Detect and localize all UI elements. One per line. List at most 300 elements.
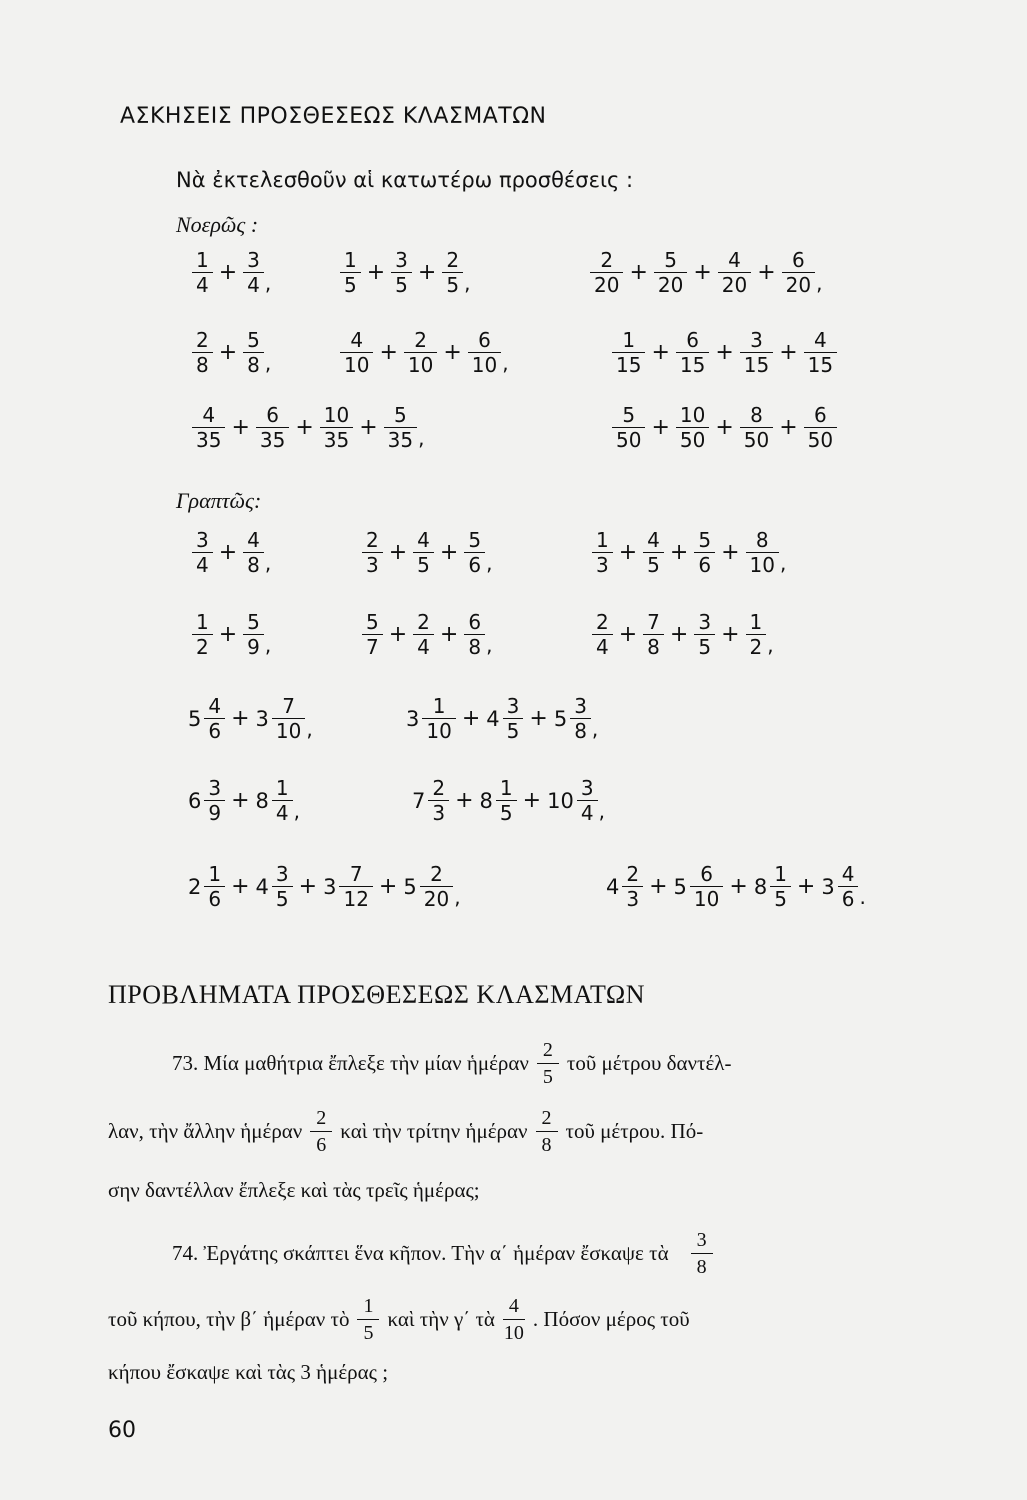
fraction-numerator: 3 xyxy=(580,776,594,800)
fraction xyxy=(692,864,721,909)
p73-text-d: καὶ τὴν τρίτην ἡμέραν xyxy=(340,1119,528,1143)
punctuation: , xyxy=(502,350,509,375)
fraction xyxy=(470,330,499,375)
problem-73-line1 xyxy=(172,1040,731,1087)
fraction-sum xyxy=(192,250,271,295)
fraction xyxy=(258,405,287,450)
plus-sign: + xyxy=(388,622,408,647)
fraction-numerator: 1 xyxy=(774,862,787,886)
fraction xyxy=(341,864,370,909)
fraction-sum xyxy=(592,612,774,657)
fraction-denominator: 5 xyxy=(442,272,463,295)
fraction-numerator: 4 xyxy=(208,694,222,718)
plus-sign: + xyxy=(388,540,408,565)
fraction-sum xyxy=(192,612,271,657)
p74-text-a: 74. Ἐργάτης σκάπτει ἕνα κῆπον. Τὴν α΄ ἡμέραν ἔσκαψε τὰ xyxy=(172,1241,669,1265)
plus-sign: + xyxy=(693,260,712,285)
exercises-title: ΑΣΚΗΣΕΙΣ ΠΡΟΣΘΕΣΕΩΣ ΚΛΑΣΜΑΤΩΝ xyxy=(120,104,547,129)
fraction-denominator: 9 xyxy=(243,634,264,657)
fraction-denominator: 6 xyxy=(464,552,485,575)
whole-part: 3 xyxy=(323,874,337,899)
fraction-numerator: 1 xyxy=(344,248,357,272)
fraction-denominator: 4 xyxy=(577,800,598,823)
plus-sign: + xyxy=(461,706,481,731)
fraction-denominator: 3 xyxy=(428,800,449,823)
plus-sign: + xyxy=(721,540,740,565)
plus-sign: + xyxy=(366,260,386,285)
punctuation: , xyxy=(598,798,605,823)
fraction-sum xyxy=(192,330,271,375)
fraction xyxy=(245,612,262,657)
fraction-sum xyxy=(188,864,461,909)
punctuation: , xyxy=(264,270,272,295)
fraction-numerator: 2 xyxy=(600,248,614,272)
fraction xyxy=(536,1108,558,1155)
plus-sign: + xyxy=(618,622,638,647)
fraction-sum xyxy=(188,696,313,741)
plus-sign: + xyxy=(669,540,689,565)
plus-sign: + xyxy=(231,874,250,899)
fraction xyxy=(572,696,589,741)
fraction-sum xyxy=(340,330,509,375)
plus-sign: + xyxy=(231,788,250,813)
whole-part: 4 xyxy=(255,874,269,899)
fraction xyxy=(748,530,777,575)
plus-sign: + xyxy=(455,788,474,813)
fraction-sum xyxy=(362,530,492,575)
fraction xyxy=(206,778,223,823)
fraction-numerator: 5 xyxy=(366,610,379,634)
plus-sign: + xyxy=(715,415,734,440)
problem-74-line2 xyxy=(108,1296,690,1343)
fraction-denominator: 6 xyxy=(694,552,715,575)
whole-part: 8 xyxy=(255,788,269,813)
fraction-sum xyxy=(188,778,300,823)
fraction xyxy=(274,696,303,741)
fraction-denominator: 5 xyxy=(391,272,412,295)
fraction-denominator: 10 xyxy=(503,1319,525,1343)
fraction xyxy=(579,778,596,823)
fraction-numerator: 10 xyxy=(679,403,706,427)
fraction-numerator: 6 xyxy=(478,328,491,352)
fraction xyxy=(806,330,835,375)
plus-sign: + xyxy=(218,540,238,565)
fraction-numerator: 5 xyxy=(247,328,260,352)
fraction-denominator: 6 xyxy=(838,886,859,909)
fraction xyxy=(206,864,223,909)
fraction xyxy=(206,696,223,741)
fraction-numerator: 4 xyxy=(247,528,260,552)
punctuation: , xyxy=(264,632,272,657)
fraction-numerator: 2 xyxy=(596,610,609,634)
fraction xyxy=(194,530,211,575)
fraction xyxy=(310,1108,332,1155)
plus-sign: + xyxy=(629,260,648,285)
fraction-numerator: 10 xyxy=(323,403,350,427)
fraction-denominator: 50 xyxy=(676,427,709,450)
fraction-numerator: 5 xyxy=(394,403,407,427)
fraction-sum xyxy=(192,405,424,450)
instruction-text: Νὰ ἐκτελεσθοῦν αἱ κατωτέρω προσθέσεις : xyxy=(176,168,634,192)
fraction-denominator: 50 xyxy=(804,427,837,450)
fraction-denominator: 4 xyxy=(192,552,213,575)
fraction-sum xyxy=(406,696,598,741)
fraction-denominator: 50 xyxy=(740,427,773,450)
fraction-numerator: 2 xyxy=(446,248,460,272)
fraction xyxy=(386,405,415,450)
fraction-numerator: 2 xyxy=(316,1107,327,1129)
fraction-denominator: 20 xyxy=(420,886,453,909)
fraction-numerator: 5 xyxy=(664,248,677,272)
whole-part: 6 xyxy=(188,788,202,813)
fraction xyxy=(194,612,211,657)
fraction xyxy=(430,778,447,823)
fraction xyxy=(274,864,291,909)
fraction-numerator: 1 xyxy=(196,248,209,272)
fraction xyxy=(503,1296,525,1343)
fraction-numerator: 4 xyxy=(508,1295,519,1317)
fraction-denominator: 6 xyxy=(204,886,225,909)
fraction-numerator: 1 xyxy=(208,862,222,886)
fraction-numerator: 2 xyxy=(366,528,379,552)
fraction-denominator: 8 xyxy=(643,634,664,657)
fraction xyxy=(393,250,410,295)
fraction-denominator: 5 xyxy=(357,1319,379,1343)
p74-text-d: . Πόσον μέρος τοῦ xyxy=(532,1307,690,1331)
page-number: 60 xyxy=(108,1418,136,1443)
fraction xyxy=(406,330,435,375)
fraction-denominator: 8 xyxy=(464,634,485,657)
fraction xyxy=(614,330,643,375)
fraction xyxy=(364,530,381,575)
fraction-sum xyxy=(612,405,837,450)
fraction xyxy=(322,405,351,450)
plus-sign: + xyxy=(522,788,542,813)
fraction-denominator: 5 xyxy=(694,634,715,657)
whole-part: 10 xyxy=(547,788,574,813)
fraction-numerator: 6 xyxy=(686,328,699,352)
fraction-numerator: 4 xyxy=(728,248,741,272)
punctuation: , xyxy=(591,716,599,741)
p73-text-b: τοῦ μέτρου δαντέλ- xyxy=(566,1051,732,1075)
fraction-denominator: 20 xyxy=(782,272,815,295)
fraction-denominator: 5 xyxy=(413,552,434,575)
plus-sign: + xyxy=(651,340,670,365)
whole-part: 5 xyxy=(403,874,417,899)
punctuation: , xyxy=(264,550,272,575)
fraction xyxy=(415,530,432,575)
fraction-denominator: 2 xyxy=(746,634,767,657)
plus-sign: + xyxy=(218,622,238,647)
plus-sign: + xyxy=(439,540,459,565)
fraction-denominator: 4 xyxy=(243,272,264,295)
fraction xyxy=(614,405,643,450)
fraction xyxy=(840,864,857,909)
punctuation: , xyxy=(464,270,471,295)
fraction-denominator: 4 xyxy=(272,800,293,823)
fraction-denominator: 35 xyxy=(320,427,353,450)
fraction xyxy=(505,696,522,741)
fraction-numerator: 6 xyxy=(468,610,482,634)
plus-sign: + xyxy=(757,260,776,285)
fraction-denominator: 10 xyxy=(746,552,779,575)
whole-part: 5 xyxy=(188,706,202,731)
fraction-numerator: 6 xyxy=(266,403,279,427)
fraction-denominator: 50 xyxy=(612,427,645,450)
fraction-numerator: 4 xyxy=(841,862,855,886)
p73-text-e: τοῦ μέτρου. Πό- xyxy=(565,1119,704,1143)
whole-part: 5 xyxy=(553,706,568,731)
fraction xyxy=(194,250,211,295)
fraction-sum xyxy=(612,330,837,375)
punctuation: , xyxy=(306,716,313,741)
fraction-numerator: 3 xyxy=(247,248,260,272)
fraction-denominator: 10 xyxy=(422,718,455,741)
fraction xyxy=(594,530,611,575)
fraction-denominator: 15 xyxy=(676,352,709,375)
fraction-denominator: 5 xyxy=(770,886,791,909)
fraction xyxy=(466,530,483,575)
fraction-numerator: 3 xyxy=(698,610,712,634)
problem-73-line3: σην δαντέλλαν ἔπλεξε καὶ τὰς τρεῖς ἡμέρας; xyxy=(108,1178,480,1202)
whole-part: 8 xyxy=(753,874,768,899)
plus-sign: + xyxy=(529,706,548,731)
punctuation: , xyxy=(293,798,301,823)
fraction-denominator: 5 xyxy=(503,718,524,741)
plus-sign: + xyxy=(359,415,378,440)
plus-sign: + xyxy=(379,340,398,365)
fraction xyxy=(784,250,813,295)
fraction-numerator: 2 xyxy=(414,328,427,352)
fraction xyxy=(245,330,262,375)
fraction xyxy=(194,330,211,375)
plus-sign: + xyxy=(295,415,314,440)
fraction-numerator: 1 xyxy=(499,776,513,800)
p74-text-b: τοῦ κήπου, τὴν β΄ ἡμέραν τὸ xyxy=(108,1307,350,1331)
plus-sign: + xyxy=(669,622,689,647)
fraction xyxy=(696,612,713,657)
fraction xyxy=(696,530,713,575)
fraction-denominator: 6 xyxy=(310,1131,332,1155)
whole-part: 8 xyxy=(479,788,493,813)
whole-part: 7 xyxy=(412,788,426,813)
fraction-sum xyxy=(592,530,786,575)
fraction-numerator: 1 xyxy=(622,328,636,352)
punctuation: , xyxy=(454,884,461,909)
fraction xyxy=(342,330,371,375)
fraction-denominator: 35 xyxy=(192,427,225,450)
fraction-numerator: 1 xyxy=(432,694,446,718)
fraction-numerator: 5 xyxy=(698,528,712,552)
fraction-numerator: 3 xyxy=(196,528,209,552)
fraction-denominator: 15 xyxy=(740,352,773,375)
plus-sign: + xyxy=(218,260,238,285)
fraction-numerator: 3 xyxy=(208,776,222,800)
fraction-denominator: 2 xyxy=(192,634,213,657)
fraction-denominator: 5 xyxy=(272,886,293,909)
fraction xyxy=(742,405,771,450)
fraction xyxy=(245,530,262,575)
fraction xyxy=(691,1230,713,1277)
fraction-numerator: 2 xyxy=(541,1107,552,1129)
fraction-numerator: 3 xyxy=(750,328,763,352)
fraction-denominator: 3 xyxy=(622,886,643,909)
fraction-sum xyxy=(362,612,492,657)
plus-sign: + xyxy=(779,415,798,440)
fraction-numerator: 6 xyxy=(814,403,827,427)
fraction-numerator: 7 xyxy=(282,694,296,718)
whole-part: 5 xyxy=(673,874,687,899)
punctuation: , xyxy=(779,550,787,575)
fraction xyxy=(656,250,685,295)
fraction xyxy=(424,696,453,741)
fraction xyxy=(466,612,483,657)
whole-part: 4 xyxy=(606,874,620,899)
plus-sign: + xyxy=(729,874,748,899)
fraction xyxy=(444,250,461,295)
punctuation: , xyxy=(816,270,823,295)
fraction-denominator: 8 xyxy=(243,552,264,575)
fraction-numerator: 6 xyxy=(792,248,805,272)
plus-sign: + xyxy=(649,874,668,899)
fraction xyxy=(422,864,451,909)
fraction xyxy=(415,612,432,657)
fraction-denominator: 5 xyxy=(496,800,517,823)
plus-sign: + xyxy=(443,340,462,365)
fraction-numerator: 4 xyxy=(814,328,827,352)
plus-sign: + xyxy=(298,874,318,899)
fraction-denominator: 4 xyxy=(592,634,613,657)
fraction-sum xyxy=(340,250,470,295)
fraction-numerator: 3 xyxy=(395,248,408,272)
punctuation: , xyxy=(418,425,425,450)
punctuation: , xyxy=(264,350,272,375)
plus-sign: + xyxy=(378,874,398,899)
fraction-numerator: 2 xyxy=(430,862,443,886)
fraction-numerator: 2 xyxy=(626,862,640,886)
fraction-numerator: 8 xyxy=(755,528,769,552)
fraction-denominator: 10 xyxy=(404,352,437,375)
fraction-numerator: 2 xyxy=(542,1039,553,1061)
fraction-numerator: 7 xyxy=(647,610,660,634)
whole-part: 3 xyxy=(255,706,269,731)
problem-74-line1 xyxy=(172,1230,721,1277)
written-label: Γραπτῶς: xyxy=(176,488,262,513)
p73-text-c: λαν, τὴν ἄλλην ἡμέραν xyxy=(108,1119,303,1143)
fraction-denominator: 8 xyxy=(243,352,264,375)
fraction-denominator: 4 xyxy=(413,634,434,657)
fraction xyxy=(194,405,223,450)
punctuation: , xyxy=(486,550,493,575)
fraction xyxy=(357,1296,379,1343)
fraction-sum xyxy=(590,250,822,295)
fraction-numerator: 4 xyxy=(647,528,660,552)
fraction-denominator: 6 xyxy=(204,718,225,741)
fraction xyxy=(645,612,662,657)
plus-sign: + xyxy=(721,622,740,647)
plus-sign: + xyxy=(651,415,670,440)
problem-73-line2 xyxy=(108,1108,703,1155)
fraction-numerator: 8 xyxy=(750,403,763,427)
fraction-numerator: 4 xyxy=(417,528,430,552)
fraction-denominator: 7 xyxy=(362,634,383,657)
fraction xyxy=(364,612,381,657)
fraction-denominator: 3 xyxy=(362,552,383,575)
plus-sign: + xyxy=(231,415,250,440)
fraction-numerator: 3 xyxy=(696,1229,707,1251)
fraction-numerator: 2 xyxy=(417,610,430,634)
fraction-denominator: 8 xyxy=(192,352,213,375)
problems-title: ΠΡΟΒΛΗΜΑΤΑ ΠΡΟΣΘΕΣΕΩΣ ΚΛΑΣΜΑΤΩΝ xyxy=(108,980,646,1009)
fraction xyxy=(594,612,611,657)
fraction-numerator: 4 xyxy=(202,403,216,427)
fraction-denominator: 8 xyxy=(570,718,591,741)
plus-sign: + xyxy=(439,622,459,647)
p74-text-c: καὶ τὴν γ΄ τὰ xyxy=(387,1307,495,1331)
p73-text-a: 73. Μία μαθήτρια ἔπλεξε τὴν μίαν ἡμέραν xyxy=(172,1051,529,1075)
fraction-denominator: 4 xyxy=(192,272,213,295)
fraction xyxy=(678,405,707,450)
plus-sign: + xyxy=(779,340,798,365)
fraction-denominator: 20 xyxy=(718,272,751,295)
fraction xyxy=(806,405,835,450)
fraction xyxy=(748,612,765,657)
whole-part: 4 xyxy=(486,706,500,731)
fraction-denominator: 10 xyxy=(690,886,723,909)
fraction-denominator: 9 xyxy=(204,800,225,823)
fraction xyxy=(498,778,515,823)
plus-sign: + xyxy=(231,706,250,731)
fraction-numerator: 6 xyxy=(700,862,714,886)
fraction-sum xyxy=(412,778,605,823)
fraction-denominator: 35 xyxy=(256,427,289,450)
fraction-denominator: 10 xyxy=(468,352,501,375)
fraction-sum xyxy=(606,864,866,909)
fraction-numerator: 1 xyxy=(596,528,609,552)
fraction xyxy=(678,330,707,375)
fraction-numerator: 1 xyxy=(275,776,289,800)
fraction-denominator: 20 xyxy=(590,272,623,295)
fraction xyxy=(245,250,262,295)
fraction-denominator: 15 xyxy=(804,352,837,375)
fraction xyxy=(592,250,621,295)
fraction-denominator: 10 xyxy=(340,352,373,375)
fraction-numerator: 3 xyxy=(275,862,289,886)
fraction-numerator: 1 xyxy=(196,610,209,634)
fraction-numerator: 3 xyxy=(506,694,520,718)
fraction-denominator: 3 xyxy=(592,552,613,575)
whole-part: 3 xyxy=(821,874,835,899)
fraction-numerator: 7 xyxy=(349,862,363,886)
fraction-denominator: 15 xyxy=(612,352,645,375)
plus-sign: + xyxy=(715,340,734,365)
fraction-denominator: 5 xyxy=(340,272,361,295)
fraction-numerator: 2 xyxy=(432,776,446,800)
plus-sign: + xyxy=(417,260,437,285)
fraction-denominator: 20 xyxy=(654,272,687,295)
fraction xyxy=(537,1040,559,1087)
fraction-numerator: 4 xyxy=(350,328,364,352)
plus-sign: + xyxy=(618,540,638,565)
fraction-denominator: 8 xyxy=(536,1131,558,1155)
punctuation: , xyxy=(486,632,493,657)
punctuation: . xyxy=(859,884,866,909)
fraction xyxy=(274,778,291,823)
fraction-denominator: 12 xyxy=(339,886,372,909)
fraction-numerator: 5 xyxy=(247,610,260,634)
plus-sign: + xyxy=(796,874,816,899)
fraction-sum xyxy=(192,530,271,575)
